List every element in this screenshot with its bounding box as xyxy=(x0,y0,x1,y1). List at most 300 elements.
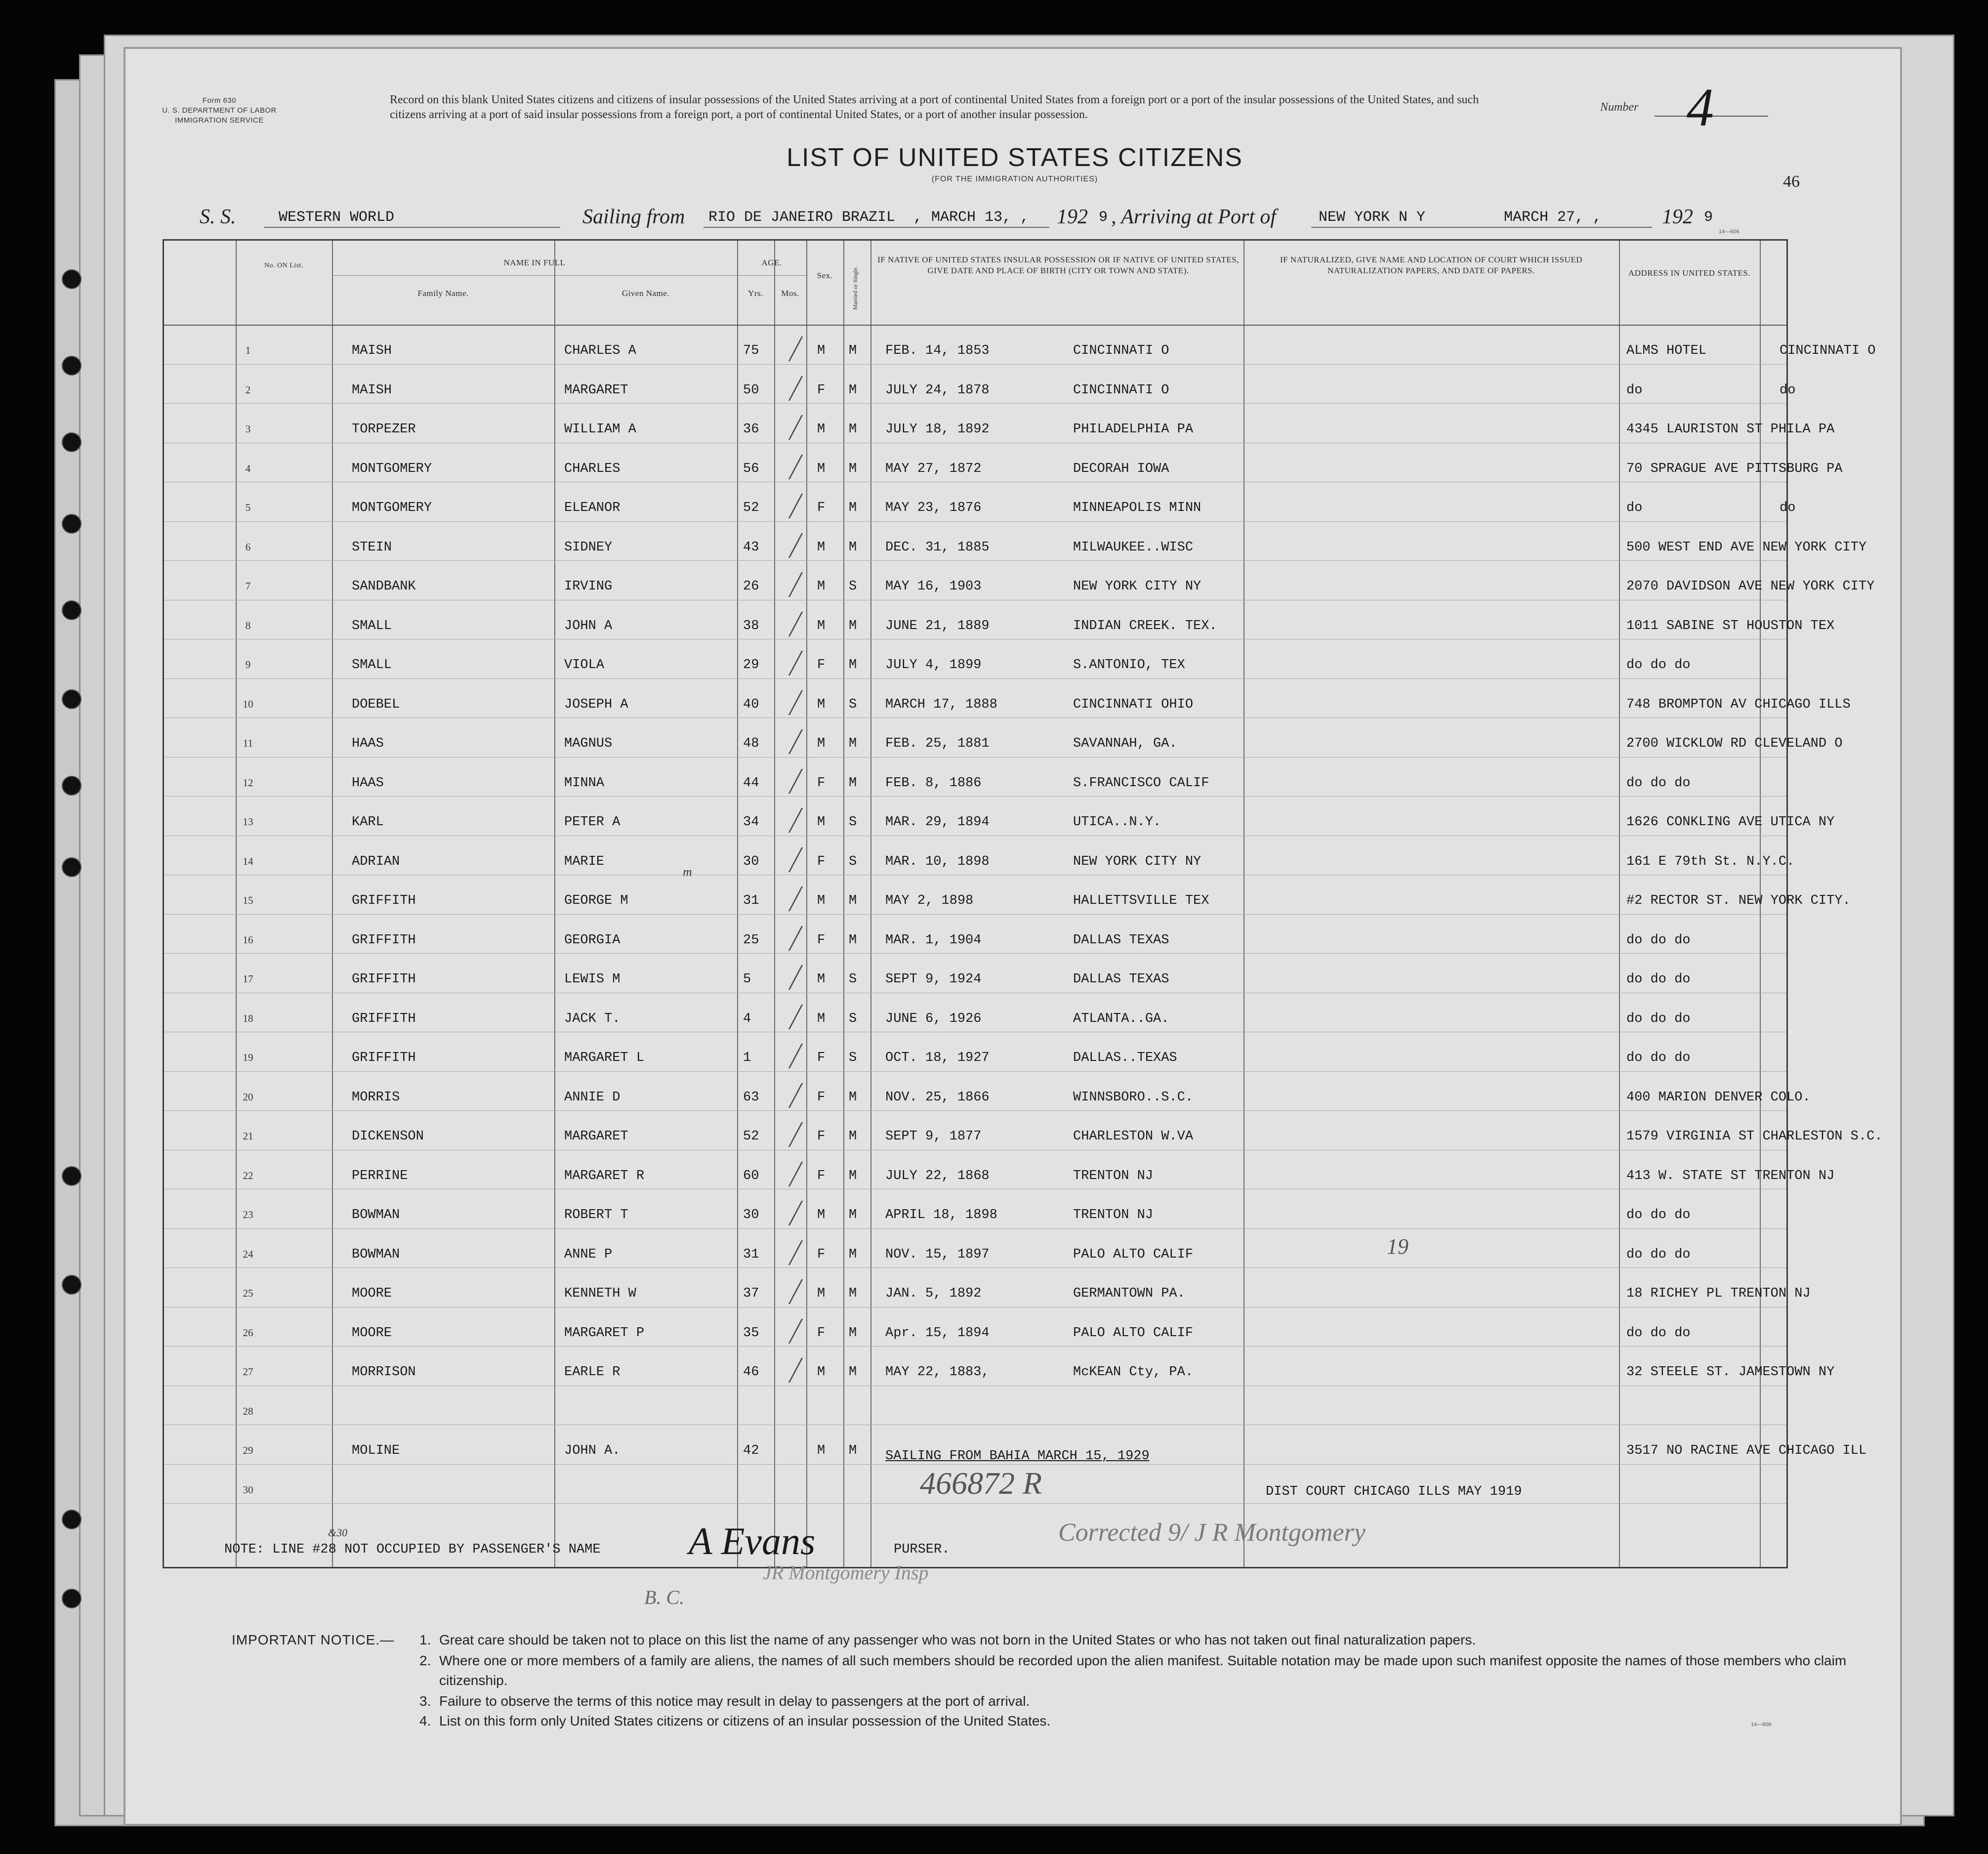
cell-address: do xyxy=(1626,501,1643,515)
sailing-year-digit: 9 xyxy=(1099,209,1108,226)
check-mark xyxy=(778,926,803,951)
print-code-top: 14—606 xyxy=(1719,229,1740,235)
header-yrs: Yrs. xyxy=(748,289,763,298)
cell-address: 2700 WICKLOW RD CLEVELAND O xyxy=(1626,736,1843,751)
cell-address: 70 SPRAGUE AVE PITTSBURG PA xyxy=(1626,461,1843,476)
cell-age-years: 30 xyxy=(743,854,759,869)
row-number: 12 xyxy=(243,776,253,789)
cell-given-name: MARGARET R xyxy=(564,1168,645,1183)
header-address: ADDRESS IN UNITED STATES. xyxy=(1628,268,1751,278)
row-number: 23 xyxy=(243,1209,253,1221)
cell-given-name: KENNETH W xyxy=(564,1286,636,1301)
cell-given-name: ANNIE D xyxy=(564,1090,621,1105)
arrival-port: NEW YORK N Y xyxy=(1319,209,1426,226)
cell-age-years: 36 xyxy=(743,422,759,437)
cell-birth-place: UTICA..N.Y. xyxy=(1073,815,1161,830)
cell-age-years: 29 xyxy=(743,658,759,673)
cell-given-name: MARGARET L xyxy=(564,1051,645,1065)
cell-birth-date: DEC. 31, 1885 xyxy=(885,540,990,555)
cell-marital-status: M xyxy=(849,1208,857,1222)
cell-address: 18 RICHEY PL TRENTON NJ xyxy=(1626,1286,1811,1301)
binder-hole xyxy=(62,1510,82,1529)
check-mark xyxy=(778,533,803,558)
cell-address: 500 WEST END AVE NEW YORK CITY xyxy=(1626,540,1867,555)
row-number: 2 xyxy=(245,383,251,396)
cell-birth-place: NEW YORK CITY NY xyxy=(1073,854,1201,869)
row-number: 27 xyxy=(243,1366,253,1378)
cell-address: do do do xyxy=(1626,775,1691,791)
number-label: Number xyxy=(1600,101,1639,114)
court-line-29: DIST COURT CHICAGO ILLS MAY 1919 xyxy=(1266,1484,1522,1499)
cell-birth-date: FEB. 25, 1881 xyxy=(885,736,990,751)
check-mark xyxy=(778,415,803,440)
arrival-year-digit: 9 xyxy=(1704,209,1713,226)
name-subheader-line xyxy=(332,275,737,276)
arriving-label: , Arriving at Port of xyxy=(1111,206,1277,228)
binder-hole xyxy=(62,514,82,534)
check-mark xyxy=(778,337,803,361)
cell-sex: M xyxy=(817,579,826,594)
cell-sex: M xyxy=(817,1011,826,1026)
cell-birth-place: TRENTON NJ xyxy=(1073,1168,1154,1183)
col-divider xyxy=(1243,241,1244,1567)
row-rule xyxy=(164,678,1786,679)
cell-birth-place: SAVANNAH, GA. xyxy=(1073,736,1177,751)
row-number: 4 xyxy=(245,462,251,474)
manifest-table xyxy=(163,239,1883,1568)
form-meta xyxy=(143,96,296,126)
row-rule xyxy=(164,1267,1786,1268)
cell-age-years: 46 xyxy=(743,1365,759,1380)
cell-family-name: GRIFFITH xyxy=(352,1051,416,1065)
header-birth: IF NATIVE OF UNITED STATES INSULAR POSSESSION OR IF NATIVE OF UNITED STATES, GIVE DATE AND PLACE OF BIRTH (CITY OR TOWN AND STATE). xyxy=(877,255,1239,275)
row-number: 11 xyxy=(243,737,253,749)
cell-marital-status: S xyxy=(849,854,857,869)
row-number: 10 xyxy=(243,698,253,710)
cell-age-years: 25 xyxy=(743,932,759,948)
manifest-sheet xyxy=(124,47,1902,1826)
cell-marital-status: S xyxy=(849,815,857,830)
handwritten-number: 466872 R xyxy=(920,1466,1042,1501)
row-13-mark: m xyxy=(683,865,692,879)
col-divider xyxy=(737,241,738,1567)
cell-given-name: MARGARET xyxy=(564,382,628,398)
form-number: Form 630 xyxy=(202,96,237,105)
check-mark xyxy=(778,1122,803,1147)
cell-family-name: BOWMAN xyxy=(352,1208,400,1222)
row-number: 5 xyxy=(245,502,251,513)
cell-family-name: MOORE xyxy=(352,1325,392,1341)
cell-marital-status: M xyxy=(849,501,857,515)
cell-birth-place: WINNSBORO..S.C. xyxy=(1073,1090,1194,1105)
cell-birth-date: MAR. 29, 1894 xyxy=(885,815,990,830)
cell-age-years: 38 xyxy=(743,618,759,633)
form-department: U. S. DEPARTMENT OF LABOR xyxy=(162,106,277,115)
cell-given-name: CHARLES A xyxy=(564,343,636,358)
page-number-left: 46 xyxy=(1783,172,1800,191)
cell-family-name: STEIN xyxy=(352,540,392,555)
cell-given-name: VIOLA xyxy=(564,658,605,673)
cell-sex: M xyxy=(817,972,826,987)
header-married: Married or Single. xyxy=(852,266,859,310)
note-line: NOTE: LINE #28 NOT OCCUPIED BY PASSENGER'S NAME xyxy=(224,1542,601,1557)
cell-sex: F xyxy=(817,1051,826,1065)
ship-name: WESTERN WORLD xyxy=(279,209,395,226)
cell-marital-status: M xyxy=(849,932,857,948)
cell-family-name: MORRIS xyxy=(352,1090,400,1105)
cell-birth-place: DALLAS..TEXAS xyxy=(1073,1051,1177,1065)
row-number: 13 xyxy=(243,816,253,828)
cell-family-name: MAISH xyxy=(352,382,392,398)
row-number: 24 xyxy=(243,1248,253,1260)
cell-age-years: 56 xyxy=(743,461,759,476)
cell-sex: M xyxy=(817,1443,826,1458)
col-divider xyxy=(806,241,807,1567)
cell-given-name: JACK T. xyxy=(564,1011,621,1026)
cell-address: ALMS HOTEL xyxy=(1626,343,1707,358)
cell-address: do do do xyxy=(1626,972,1691,987)
cell-marital-status: S xyxy=(849,972,857,987)
sailing-label: Sailing from xyxy=(582,206,685,228)
cell-age-years: 44 xyxy=(743,775,759,791)
cell-family-name: ADRIAN xyxy=(352,854,400,869)
cell-birth-date: APRIL 18, 1898 xyxy=(885,1208,997,1222)
check-mark xyxy=(778,376,803,401)
side-notation: B. C. xyxy=(644,1586,685,1608)
row-number: 7 xyxy=(245,580,251,592)
check-mark xyxy=(778,1083,803,1108)
cell-sex: F xyxy=(817,382,826,398)
cell-birth-place: McKEAN Cty, PA. xyxy=(1073,1365,1194,1380)
row-rule xyxy=(164,521,1786,522)
row-rule xyxy=(164,953,1786,954)
cell-sex: F xyxy=(817,1325,826,1341)
check-mark xyxy=(778,612,803,636)
cell-age-years: 30 xyxy=(743,1208,759,1222)
sailing-date: , MARCH 13, , xyxy=(913,209,1030,226)
cell-sex: F xyxy=(817,1247,826,1262)
cell-family-name: SANDBANK xyxy=(352,579,416,594)
check-mark xyxy=(778,965,803,990)
cell-marital-status: M xyxy=(849,382,857,398)
cell-marital-status: M xyxy=(849,1090,857,1105)
row-rule xyxy=(164,560,1786,561)
cell-family-name: KARL xyxy=(352,815,384,830)
notice-title: IMPORTANT NOTICE.— xyxy=(232,1632,395,1647)
sailing-year: 192 xyxy=(1057,206,1088,228)
check-mark xyxy=(778,572,803,597)
cell-given-name: ANNE P xyxy=(564,1247,613,1262)
cell-given-name: ROBERT T xyxy=(564,1208,628,1222)
cell-address: 161 E 79th St. N.Y.C. xyxy=(1626,854,1795,869)
cell-marital-status: S xyxy=(849,697,857,712)
check-mark xyxy=(778,1162,803,1186)
row-number: 19 xyxy=(243,1052,253,1063)
cell-given-name: WILLIAM A xyxy=(564,422,636,437)
check-mark xyxy=(778,1201,803,1225)
cell-age-years: 37 xyxy=(743,1286,759,1301)
arrival-underline xyxy=(1311,227,1652,228)
cell-family-name: BOWMAN xyxy=(352,1247,400,1262)
cell-marital-status: M xyxy=(849,422,857,437)
row-number: 21 xyxy=(243,1130,253,1142)
cell-given-name: MAGNUS xyxy=(564,736,613,751)
cell-address: do do do xyxy=(1626,1051,1691,1065)
ship-underline xyxy=(264,227,560,228)
cell-given-name: ELEANOR xyxy=(564,501,621,515)
cell-age-years: 75 xyxy=(743,343,759,358)
cell-given-name: MARIE xyxy=(564,854,605,869)
cell-age-years: 48 xyxy=(743,736,759,751)
cell-age-years: 1 xyxy=(743,1051,751,1065)
row-number: 25 xyxy=(243,1287,253,1299)
cell-birth-place: CINCINNATI O xyxy=(1073,343,1169,358)
cell-family-name: GRIFFITH xyxy=(352,1011,416,1026)
row-number: 1 xyxy=(245,344,251,356)
page-subtitle: (FOR THE IMMIGRATION AUTHORITIES) xyxy=(931,175,1098,183)
cell-address: #2 RECTOR ST. NEW YORK CITY. xyxy=(1626,893,1851,908)
sailing-from-bahia: SAILING FROM BAHIA MARCH 15, 1929 xyxy=(885,1449,1150,1464)
cell-birth-date: SEPT 9, 1877 xyxy=(885,1129,982,1144)
cell-sex: M xyxy=(817,1286,826,1301)
cell-given-name: EARLE R xyxy=(564,1365,621,1380)
cell-age-years: 52 xyxy=(743,501,759,515)
cell-address: do do do xyxy=(1626,932,1691,948)
cell-birth-place: PHILADELPHIA PA xyxy=(1073,422,1194,437)
cell-family-name: MORRISON xyxy=(352,1365,416,1380)
cell-age-years: 60 xyxy=(743,1168,759,1183)
cell-birth-place: S.ANTONIO, TEX xyxy=(1073,658,1185,673)
row-rule xyxy=(164,1071,1786,1072)
cell-birth-date: FEB. 8, 1886 xyxy=(885,775,982,791)
cell-age-years: 40 xyxy=(743,697,759,712)
cell-age-years: 31 xyxy=(743,1247,759,1262)
cell-birth-date: JULY 24, 1878 xyxy=(885,382,990,398)
cell-family-name: MOORE xyxy=(352,1286,392,1301)
cell-address: 1579 VIRGINIA ST CHARLESTON S.C. xyxy=(1626,1129,1883,1144)
row-number: 3 xyxy=(245,423,251,435)
cell-sex: M xyxy=(817,461,826,476)
cell-sex: F xyxy=(817,1090,826,1105)
cell-family-name: PERRINE xyxy=(352,1168,408,1183)
cell-family-name: GRIFFITH xyxy=(352,932,416,948)
row-rule xyxy=(164,1346,1786,1347)
cell-given-name: JOSEPH A xyxy=(564,697,628,712)
row-rule xyxy=(164,914,1786,915)
header-list-no: No. ON List. xyxy=(264,262,304,269)
row-number: 15 xyxy=(243,894,253,906)
row-number: 6 xyxy=(245,541,251,553)
cell-address: 413 W. STATE ST TRENTON NJ xyxy=(1626,1168,1835,1183)
cell-sex: M xyxy=(817,618,826,633)
cell-sex: M xyxy=(817,343,826,358)
cell-given-name: LEWIS M xyxy=(564,972,621,987)
cell-marital-status: M xyxy=(849,618,857,633)
cell-sex: F xyxy=(817,854,826,869)
cell-birth-date: JULY 18, 1892 xyxy=(885,422,990,437)
row-number: 14 xyxy=(243,855,253,867)
sailing-port: RIO DE JANEIRO BRAZIL xyxy=(708,209,896,226)
cell-family-name: MONTGOMERY xyxy=(352,461,432,476)
cell-birth-date: Apr. 15, 1894 xyxy=(885,1325,990,1341)
row-rule xyxy=(164,364,1786,365)
cell-sex: F xyxy=(817,1129,826,1144)
cell-marital-status: M xyxy=(849,1286,857,1301)
col-divider xyxy=(332,241,333,1567)
handwritten-19: 19 xyxy=(1387,1234,1408,1259)
header-name-in-full: NAME IN FULL xyxy=(503,258,566,267)
ss-label: S. S. xyxy=(200,206,236,228)
cell-birth-date: OCT. 18, 1927 xyxy=(885,1051,990,1065)
purser-signature: A Evans xyxy=(689,1519,816,1562)
purser-label: PURSER. xyxy=(894,1542,950,1557)
cell-marital-status: M xyxy=(849,540,857,555)
cell-birth-place: CHARLESTON W.VA xyxy=(1073,1129,1194,1144)
check-mark xyxy=(778,455,803,479)
binder-hole xyxy=(62,269,82,289)
cell-address: do do do xyxy=(1626,658,1691,673)
header-age: AGE. xyxy=(761,258,782,267)
page-title: LIST OF UNITED STATES CITIZENS xyxy=(787,143,1243,172)
cell-address-extra: do xyxy=(1780,501,1796,515)
cell-birth-place: GERMANTOWN PA. xyxy=(1073,1286,1185,1301)
cell-marital-status: M xyxy=(849,1129,857,1144)
row-rule xyxy=(164,1110,1786,1111)
binder-hole xyxy=(62,857,82,877)
cell-birth-place: DALLAS TEXAS xyxy=(1073,932,1169,948)
inspector-notation: JR Montgomery Insp xyxy=(763,1561,929,1584)
cell-age-years: 4 xyxy=(743,1011,751,1026)
cell-given-name: IRVING xyxy=(564,579,613,594)
cell-address: do do do xyxy=(1626,1247,1691,1262)
cell-birth-date: FEB. 14, 1853 xyxy=(885,343,990,358)
cell-marital-status: M xyxy=(849,461,857,476)
cell-birth-date: JUNE 6, 1926 xyxy=(885,1011,982,1026)
cell-given-name: MARGARET P xyxy=(564,1325,645,1341)
cell-birth-date: JULY 22, 1868 xyxy=(885,1168,990,1183)
header-sex: Sex. xyxy=(817,271,833,280)
cell-family-name: SMALL xyxy=(352,618,392,633)
binder-hole xyxy=(62,1589,82,1608)
cell-age-years: 52 xyxy=(743,1129,759,1144)
row-number: 17 xyxy=(243,973,253,985)
row-rule xyxy=(164,717,1786,718)
row-rule xyxy=(164,796,1786,797)
check-mark xyxy=(778,1358,803,1383)
cell-sex: M xyxy=(817,736,826,751)
notice-item-1: 1. Great care should be taken not to place on this list the name of any passenger who was not born in the United States or who has not taken out final naturalization papers. xyxy=(419,1632,1476,1647)
cell-birth-place: ATLANTA..GA. xyxy=(1073,1011,1169,1026)
check-mark xyxy=(778,1005,803,1029)
header-naturalized: IF NATURALIZED, GIVE NAME AND LOCATION OF COURT WHICH ISSUED NATURALIZATION PAPERS, AND DATE OF PAPERS. xyxy=(1280,255,1582,275)
cell-sex: F xyxy=(817,501,826,515)
cell-birth-place: INDIAN CREEK. TEX. xyxy=(1073,618,1217,633)
check-mark xyxy=(778,494,803,518)
row-rule xyxy=(164,757,1786,758)
cell-family-name: DOEBEL xyxy=(352,697,400,712)
cell-address: 400 MARION DENVER COLO. xyxy=(1626,1090,1811,1105)
cell-sex: F xyxy=(817,658,826,673)
cell-birth-place: PALO ALTO CALIF xyxy=(1073,1247,1194,1262)
cell-birth-date: MARCH 17, 1888 xyxy=(885,697,997,712)
voyage-line xyxy=(200,202,1810,235)
cell-age-years: 42 xyxy=(743,1443,759,1458)
header-given-name: Given Name. xyxy=(621,289,670,298)
cell-age-years: 63 xyxy=(743,1090,759,1105)
binder-hole xyxy=(62,1275,82,1295)
cell-given-name: GEORGE M xyxy=(564,893,628,908)
record-instructions: Record on this blank United States citizens and citizens of insular possessions of the United States arriving at a port of continental United States from a foreign port or a port of the insular possessions of the United States, and such citizens arriving at a port of said insular possessions from a foreign port, a port of continental United States, or a port of another insular possession. xyxy=(390,93,1479,121)
cell-marital-status: S xyxy=(849,1051,857,1065)
cell-age-years: 5 xyxy=(743,972,751,987)
binder-hole xyxy=(62,1166,82,1186)
cell-birth-place: CINCINNATI OHIO xyxy=(1073,697,1194,712)
cell-family-name: MAISH xyxy=(352,343,392,358)
form-service: IMMIGRATION SERVICE xyxy=(175,116,264,125)
row-number: 22 xyxy=(243,1169,253,1181)
col-divider xyxy=(554,241,555,1567)
check-mark xyxy=(778,1279,803,1304)
cell-birth-date: JAN. 5, 1892 xyxy=(885,1286,982,1301)
cell-family-name: TORPEZER xyxy=(352,422,416,437)
cell-birth-place: MINNEAPOLIS MINN xyxy=(1073,501,1201,515)
cell-address: do do do xyxy=(1626,1208,1691,1222)
cell-marital-status: M xyxy=(849,1365,857,1380)
cell-sex: M xyxy=(817,697,826,712)
cell-birth-date: NOV. 25, 1866 xyxy=(885,1090,990,1105)
col-divider xyxy=(774,241,775,1567)
check-mark xyxy=(778,769,803,794)
cell-birth-date: MAR. 10, 1898 xyxy=(885,854,990,869)
check-mark xyxy=(778,1044,803,1068)
cell-address: do do do xyxy=(1626,1011,1691,1026)
cell-age-years: 34 xyxy=(743,815,759,830)
cell-age-years: 35 xyxy=(743,1325,759,1341)
cell-sex: M xyxy=(817,1365,826,1380)
cell-age-years: 50 xyxy=(743,382,759,398)
row-number: 9 xyxy=(245,659,251,671)
cell-address-extra: CINCINNATI O xyxy=(1780,343,1876,358)
cell-family-name: DICKENSON xyxy=(352,1129,424,1144)
col-divider xyxy=(870,241,871,1567)
row-number: 20 xyxy=(243,1091,253,1103)
cell-address: 32 STEELE ST. JAMESTOWN NY xyxy=(1626,1365,1835,1380)
cell-address: 3517 NO RACINE AVE CHICAGO ILL xyxy=(1626,1443,1867,1458)
list-number: 4 xyxy=(1687,77,1714,137)
cell-address-extra: do xyxy=(1780,382,1796,398)
cell-address: 4345 LAURISTON ST PHILA PA xyxy=(1626,422,1835,437)
cell-given-name: JOHN A. xyxy=(564,1443,621,1458)
cell-birth-place: DALLAS TEXAS xyxy=(1073,972,1169,987)
cell-family-name: GRIFFITH xyxy=(352,893,416,908)
row-number: 26 xyxy=(243,1326,253,1339)
cell-given-name: PETER A xyxy=(564,815,621,830)
row-number: 30 xyxy=(243,1483,253,1496)
cell-birth-place: S.FRANCISCO CALIF xyxy=(1073,775,1209,791)
binder-hole xyxy=(62,689,82,709)
cell-birth-place: HALLETTSVILLE TEX xyxy=(1073,893,1209,908)
cell-birth-date: MAY 16, 1903 xyxy=(885,579,982,594)
cell-sex: F xyxy=(817,1168,826,1183)
cell-sex: F xyxy=(817,775,826,791)
check-mark xyxy=(778,729,803,754)
check-mark xyxy=(778,1240,803,1265)
row-rule xyxy=(164,1464,1786,1465)
cell-birth-date: MAY 2, 1898 xyxy=(885,893,974,908)
binder-hole xyxy=(62,356,82,376)
cell-sex: M xyxy=(817,540,826,555)
cell-sex: F xyxy=(817,932,826,948)
